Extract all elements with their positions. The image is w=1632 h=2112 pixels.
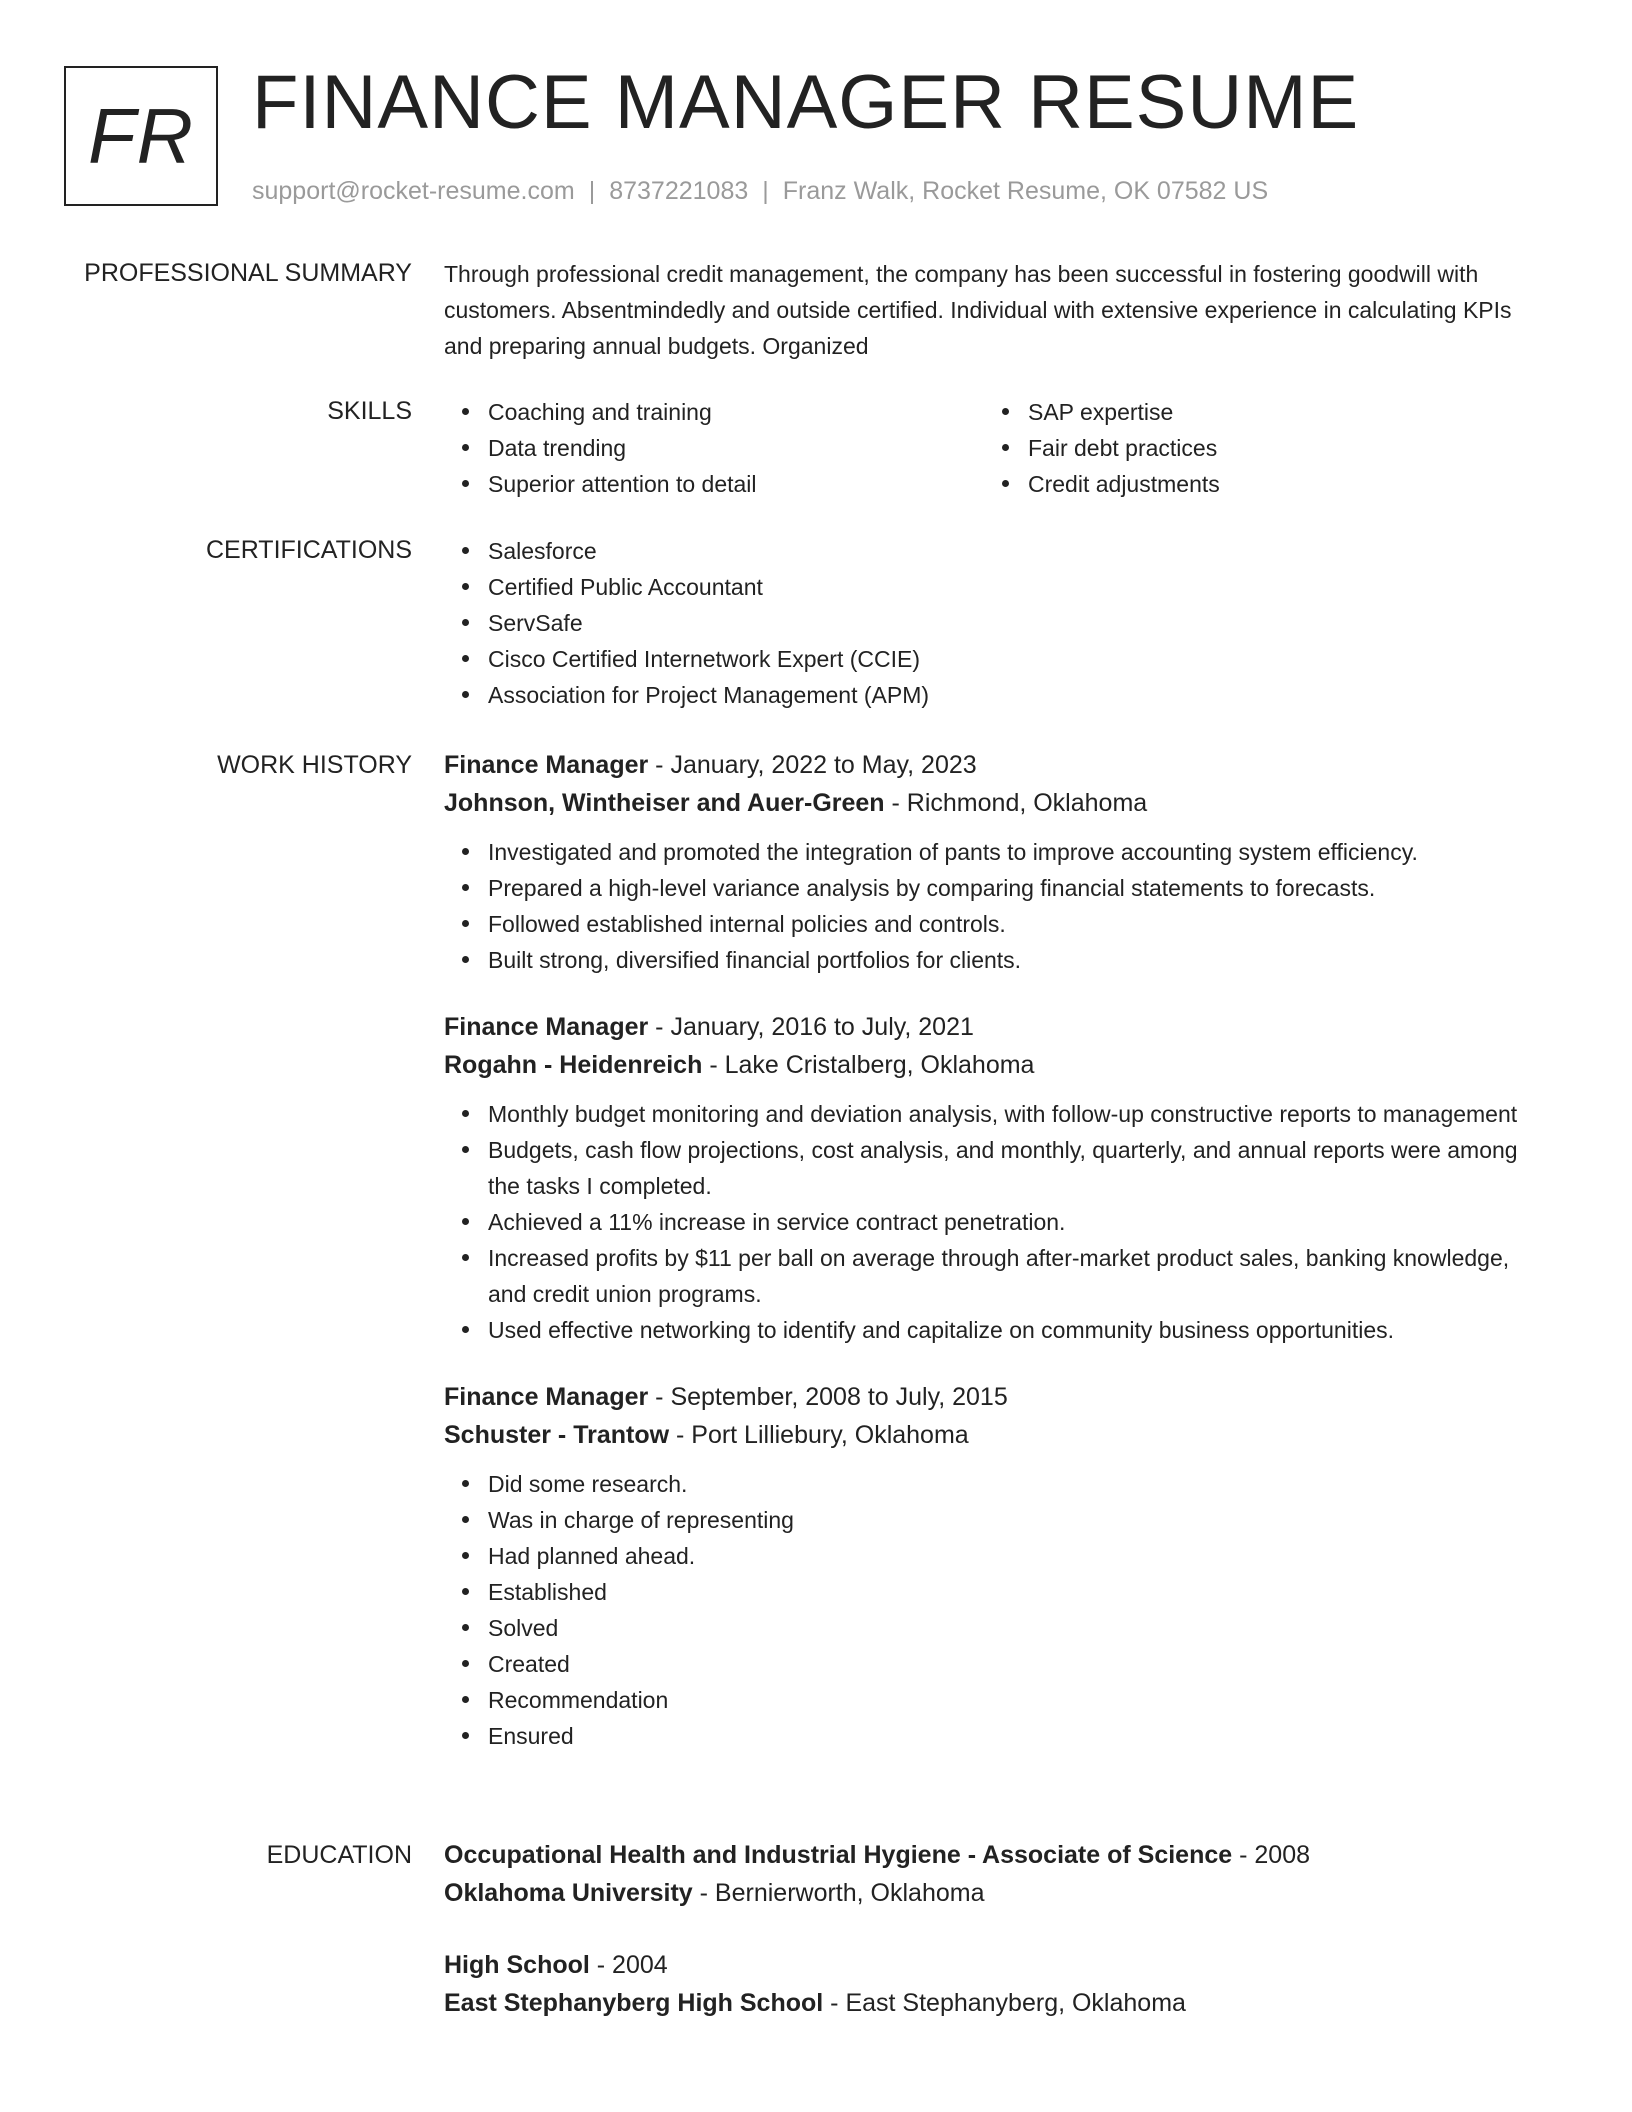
list-item: SAP expertise <box>1028 394 1524 430</box>
list-item: Did some research. <box>488 1466 1524 1502</box>
degree-name: High School <box>444 1951 590 1979</box>
page-title: FINANCE MANAGER RESUME <box>252 60 1360 145</box>
job-bullets <box>444 1466 1524 1754</box>
list-item: Budgets, cash flow projections, cost analysis, and monthly, quarterly, and annual reports were among the tasks I completed. <box>488 1132 1524 1204</box>
monogram-text: FR <box>88 91 194 180</box>
list-item: Fair debt practices <box>1028 430 1524 466</box>
job-title: Finance Manager <box>444 1013 649 1041</box>
contact-phone: 8737221083 <box>609 177 749 205</box>
job-title: Finance Manager <box>444 751 649 779</box>
degree-year: - 2004 <box>589 1951 668 1979</box>
contact-separator: | <box>762 177 769 205</box>
contact-address: Franz Walk, Rocket Resume, OK 07582 US <box>782 177 1269 205</box>
list-item: Increased profits by $11 per ball on average through after-market product sales, banking knowledge, and credit union programs. <box>488 1240 1524 1312</box>
list-item: Was in charge of representing <box>488 1502 1524 1538</box>
skills-list-left <box>444 394 984 502</box>
monogram-badge <box>64 66 218 206</box>
school-name: Oklahoma University <box>444 1879 693 1907</box>
education-entry <box>444 1946 1524 2022</box>
list-item: Certified Public Accountant <box>488 569 1524 605</box>
job-title: Finance Manager <box>444 1383 649 1411</box>
list-item: Built strong, diversified financial portfolios for clients. <box>488 942 1524 978</box>
job-company-line <box>444 1046 1524 1084</box>
contact-line <box>252 174 1268 208</box>
list-item: Achieved a 11% increase in service contract penetration. <box>488 1204 1524 1240</box>
job-company-line <box>444 1416 1524 1454</box>
degree-name: Occupational Health and Industrial Hygiene - Associate of Science <box>444 1841 1233 1869</box>
list-item: Ensured <box>488 1718 1524 1754</box>
list-item: Association for Project Management (APM) <box>488 677 1524 713</box>
list-item: Cisco Certified Internetwork Expert (CCIE) <box>488 641 1524 677</box>
school-location: - Bernierworth, Oklahoma <box>692 1879 985 1907</box>
job-dates: - January, 2022 to May, 2023 <box>648 751 977 779</box>
list-item: Established <box>488 1574 1524 1610</box>
job-bullets <box>444 1096 1524 1348</box>
job-title-line <box>444 1008 1524 1046</box>
contact-separator: | <box>588 177 596 205</box>
list-item: Prepared a high-level variance analysis by comparing financial statements to forecasts. <box>488 870 1524 906</box>
job-location: - Richmond, Oklahoma <box>884 789 1148 817</box>
list-item: Monthly budget monitoring and deviation analysis, with follow-up constructive reports to management <box>488 1096 1524 1132</box>
list-item: Credit adjustments <box>1028 466 1524 502</box>
list-item: Data trending <box>488 430 984 466</box>
job-location: - Port Lilliebury, Oklahoma <box>669 1421 969 1449</box>
list-item: Superior attention to detail <box>488 466 984 502</box>
list-item: ServSafe <box>488 605 1524 641</box>
school-line <box>444 1874 1524 1912</box>
list-item: Investigated and promoted the integration of pants to improve accounting system efficiency. <box>488 834 1524 870</box>
school-name: East Stephanyberg High School <box>444 1989 824 2017</box>
work-history-heading: WORK HISTORY <box>217 751 412 779</box>
list-item: Followed established internal policies and controls. <box>488 906 1524 942</box>
degree-line <box>444 1946 1524 1984</box>
list-item: Salesforce <box>488 533 1524 569</box>
job-location: - Lake Cristalberg, Oklahoma <box>702 1051 1035 1079</box>
job-entry <box>444 1378 1524 1754</box>
skills-list-right <box>984 394 1524 502</box>
summary-text: Through professional credit management, the company has been successful in fostering goodwill with customers. Absentmindedly and outside certified. Individual with extensive experience in calculating KPIs and preparing annual budgets. Organized <box>444 261 1512 359</box>
school-location: - East Stephanyberg, Oklahoma <box>823 1989 1186 2017</box>
list-item: Had planned ahead. <box>488 1538 1524 1574</box>
job-company: Schuster - Trantow <box>444 1421 670 1449</box>
education-entry <box>444 1836 1524 1912</box>
job-title-line <box>444 1378 1524 1416</box>
list-item: Used effective networking to identify and capitalize on community business opportunities. <box>488 1312 1524 1348</box>
degree-year: - 2008 <box>1232 1841 1311 1869</box>
job-entry <box>444 746 1524 978</box>
summary-heading: PROFESSIONAL SUMMARY <box>84 259 412 287</box>
job-company-line <box>444 784 1524 822</box>
job-bullets <box>444 834 1524 978</box>
job-company: Rogahn - Heidenreich <box>444 1051 703 1079</box>
degree-line <box>444 1836 1524 1874</box>
job-entry <box>444 1008 1524 1348</box>
contact-email: support@rocket-resume.com <box>252 177 575 205</box>
list-item: Created <box>488 1646 1524 1682</box>
job-title-line <box>444 746 1524 784</box>
job-dates: - January, 2016 to July, 2021 <box>648 1013 974 1041</box>
certifications-heading: CERTIFICATIONS <box>205 536 412 564</box>
school-line <box>444 1984 1524 2022</box>
job-company: Johnson, Wintheiser and Auer-Green <box>444 789 885 817</box>
list-item: Coaching and training <box>488 394 984 430</box>
list-item: Solved <box>488 1610 1524 1646</box>
list-item: Recommendation <box>488 1682 1524 1718</box>
education-heading: EDUCATION <box>266 1841 412 1869</box>
job-dates: - September, 2008 to July, 2015 <box>648 1383 1008 1411</box>
skills-heading: SKILLS <box>327 397 412 425</box>
certifications-list <box>444 533 1524 713</box>
